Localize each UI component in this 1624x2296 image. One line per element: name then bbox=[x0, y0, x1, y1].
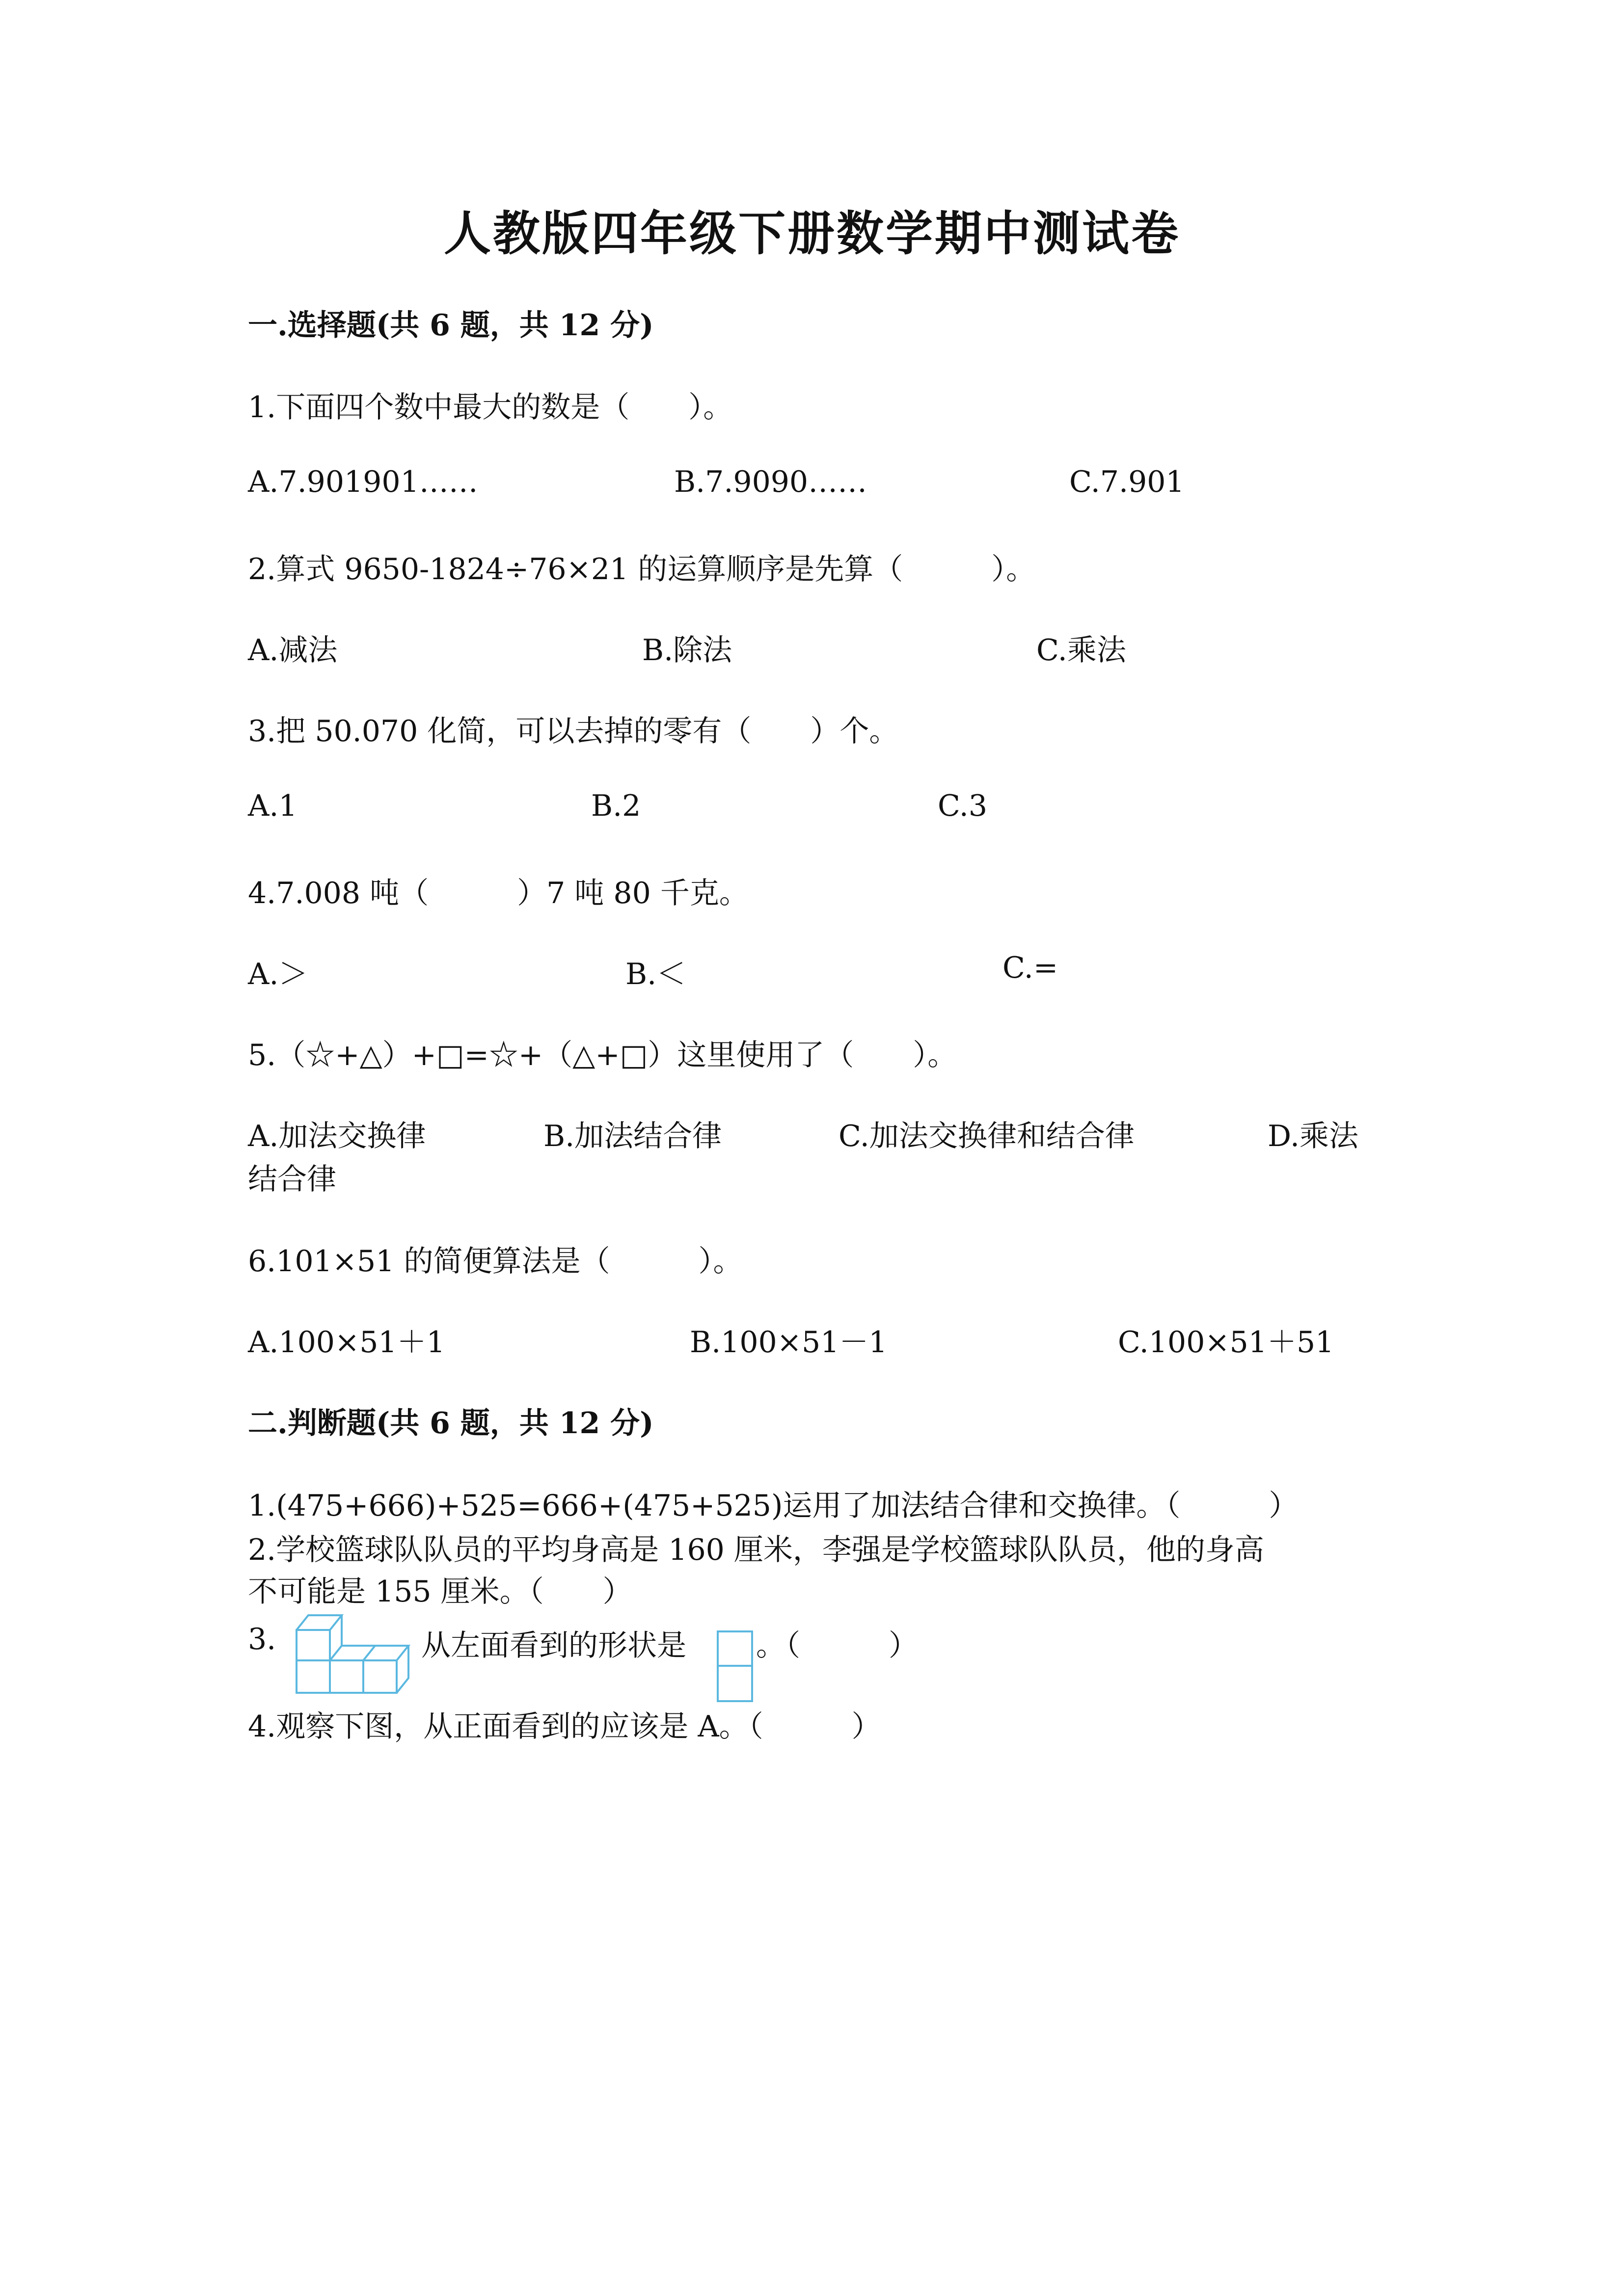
section-heading-true-false: 二.判断题(共 6 题，共 12 分) bbox=[248, 1406, 654, 1441]
judgement-2-line-1: 2.学校篮球队队员的平均身高是 160 厘米，李强是学校篮球队队员，他的身高 bbox=[248, 1533, 1264, 1567]
page-title: 人教版四年级下册数学期中测试卷 bbox=[444, 206, 1180, 261]
question-3: 3.把 50.070 化简，可以去掉的零有（ ）个。 bbox=[248, 714, 899, 748]
question-6-option-c: C.100×51＋51 bbox=[1118, 1325, 1334, 1360]
question-2-option-b: B.除法 bbox=[642, 633, 732, 667]
section-heading-choice: 一.选择题(共 6 题，共 12 分) bbox=[248, 308, 654, 343]
question-5-option-a: A.加法交换律 bbox=[248, 1119, 426, 1153]
judgement-3-prefix: 3. bbox=[248, 1622, 276, 1656]
question-2-option-c: C.乘法 bbox=[1036, 633, 1126, 667]
question-4: 4.7.008 吨（ ）7 吨 80 千克。 bbox=[248, 876, 749, 910]
question-5-option-d: D.乘法 bbox=[1268, 1119, 1359, 1153]
judgement-3-suffix: 。（ ） bbox=[756, 1629, 918, 1663]
question-3-option-b: B.2 bbox=[591, 789, 641, 823]
question-1-option-a: A.7.901901…… bbox=[248, 465, 478, 499]
question-5-option-c: C.加法交换律和结合律 bbox=[839, 1119, 1135, 1153]
judgement-2-line-2: 不可能是 155 厘米。（ ） bbox=[248, 1575, 632, 1609]
question-6-option-b: B.100×51－1 bbox=[690, 1325, 888, 1360]
judgement-3-text: 从左面看到的形状是 bbox=[421, 1629, 686, 1663]
question-5: 5.（☆+△）+□=☆+（△+□）这里使用了（ ）。 bbox=[248, 1038, 957, 1072]
question-2: 2.算式 9650-1824÷76×21 的运算顺序是先算（ ）。 bbox=[248, 552, 1036, 587]
question-5-option-d-continuation: 结合律 bbox=[248, 1162, 336, 1197]
judgement-4: 4.观察下图，从正面看到的应该是 A。（ ） bbox=[248, 1709, 881, 1744]
question-6-option-a: A.100×51＋1 bbox=[248, 1325, 445, 1360]
question-4-option-a: A.＞ bbox=[248, 957, 308, 991]
cube-arrangement-figure bbox=[295, 1612, 412, 1696]
question-5-option-b: B.加法结合律 bbox=[543, 1119, 722, 1153]
question-1-option-b: B.7.9090…… bbox=[674, 465, 867, 499]
question-6: 6.101×51 的简便算法是（ ）。 bbox=[248, 1244, 743, 1279]
left-view-figure bbox=[716, 1629, 754, 1703]
question-1: 1.下面四个数中最大的数是（ ）。 bbox=[248, 390, 733, 425]
question-3-option-a: A.1 bbox=[248, 789, 298, 823]
judgement-1: 1.(475+666)+525=666+(475+525)运用了加法结合律和交换律。（ ） bbox=[248, 1489, 1299, 1523]
question-4-option-c: C.= bbox=[1002, 951, 1058, 985]
question-1-option-c: C.7.901 bbox=[1069, 465, 1185, 499]
question-3-option-c: C.3 bbox=[938, 789, 988, 823]
question-2-option-a: A.减法 bbox=[248, 633, 338, 667]
question-4-option-b: B.＜ bbox=[625, 957, 686, 991]
